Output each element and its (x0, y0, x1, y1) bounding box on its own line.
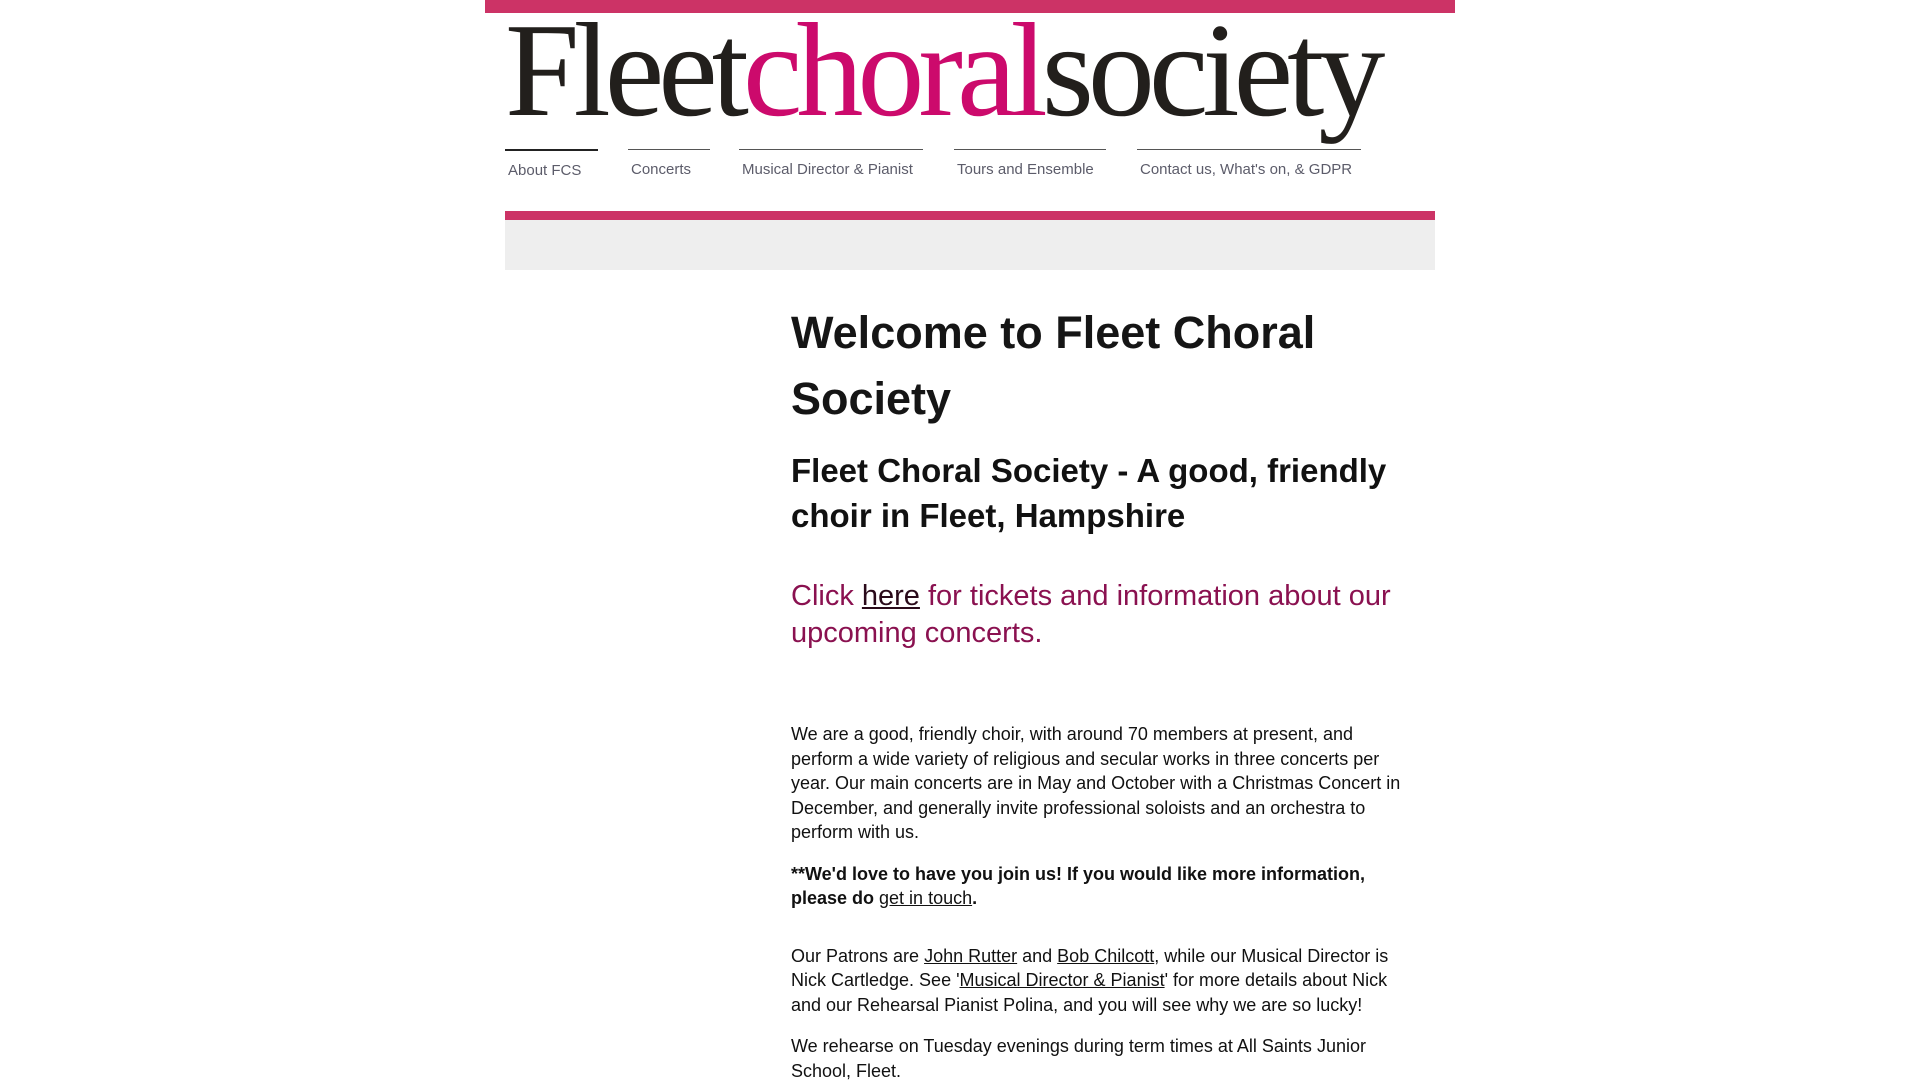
tickets-text-before: Click (791, 580, 862, 612)
logo-word-fleet: Fleet (505, 0, 743, 144)
musical-director-link[interactable]: Musical Director & Pianist (959, 970, 1165, 990)
nav-item-musical-director[interactable] (739, 149, 923, 186)
tickets-callout (791, 578, 1416, 652)
header-divider (505, 211, 1435, 220)
page-title: Welcome to Fleet Choral Society (791, 307, 1316, 424)
page-subtitle: Fleet Choral Society - A good, friendly choir in Fleet, Hampshire (791, 452, 1387, 534)
join-text-end: . (972, 888, 978, 908)
nav-item-tours-and-ensemble[interactable] (954, 149, 1106, 186)
join-text: **We'd love to have you join us! If you would like more information, please do (791, 863, 1366, 908)
bob-chilcott-link[interactable]: Bob Chilcott (1057, 945, 1155, 966)
tickets-text-after: for tickets and information about our upcoming concerts. (791, 580, 1391, 649)
nav-item-label: Concerts (631, 161, 692, 178)
header-band (505, 220, 1435, 270)
logo-word-choral: choral (742, 0, 1042, 144)
logo-word-society: society (1041, 0, 1380, 144)
get-in-touch-link[interactable]: get in touch (879, 888, 973, 908)
main-navigation (0, 149, 1920, 189)
patrons-text: , while our Musical Director is Nick Cartledge. See ' (791, 945, 1389, 990)
site-logo[interactable] (505, 0, 1380, 144)
main-content (791, 300, 1416, 1083)
rehearsal-paragraph: We rehearse on Tuesday evenings during term times at All Saints Junior School, Fleet. (791, 1036, 1366, 1081)
nav-item-contact[interactable] (1137, 149, 1361, 186)
intro-paragraph: We are a good, friendly choir, with around 70 members at present, and perform a wide variety of religious and secular works in three concerts per year. Our main concerts are in May and October with a Christmas Concert in December, and generally invite professional soloists and an orchestra to perform with us. (791, 724, 1401, 842)
nav-item-label: About FCS (508, 162, 582, 179)
nav-item-label: Tours and Ensemble (957, 161, 1094, 178)
john-rutter-link[interactable]: John Rutter (924, 945, 1018, 966)
tickets-here-link[interactable]: here (861, 580, 920, 612)
patrons-text: and (1017, 945, 1058, 966)
patrons-text: Our Patrons are (791, 945, 925, 966)
join-paragraph (791, 862, 1416, 911)
nav-item-label: Musical Director & Pianist (742, 161, 913, 178)
patrons-text: ' for more details about Nick and our Rehearsal Pianist Polina, and you will see why we are so lucky! (791, 970, 1388, 1015)
nav-item-about-fcs[interactable] (505, 149, 598, 187)
patrons-paragraph (791, 944, 1416, 1018)
nav-item-concerts[interactable] (628, 149, 710, 186)
nav-item-label: Contact us, What's on, & GDPR (1140, 161, 1353, 178)
